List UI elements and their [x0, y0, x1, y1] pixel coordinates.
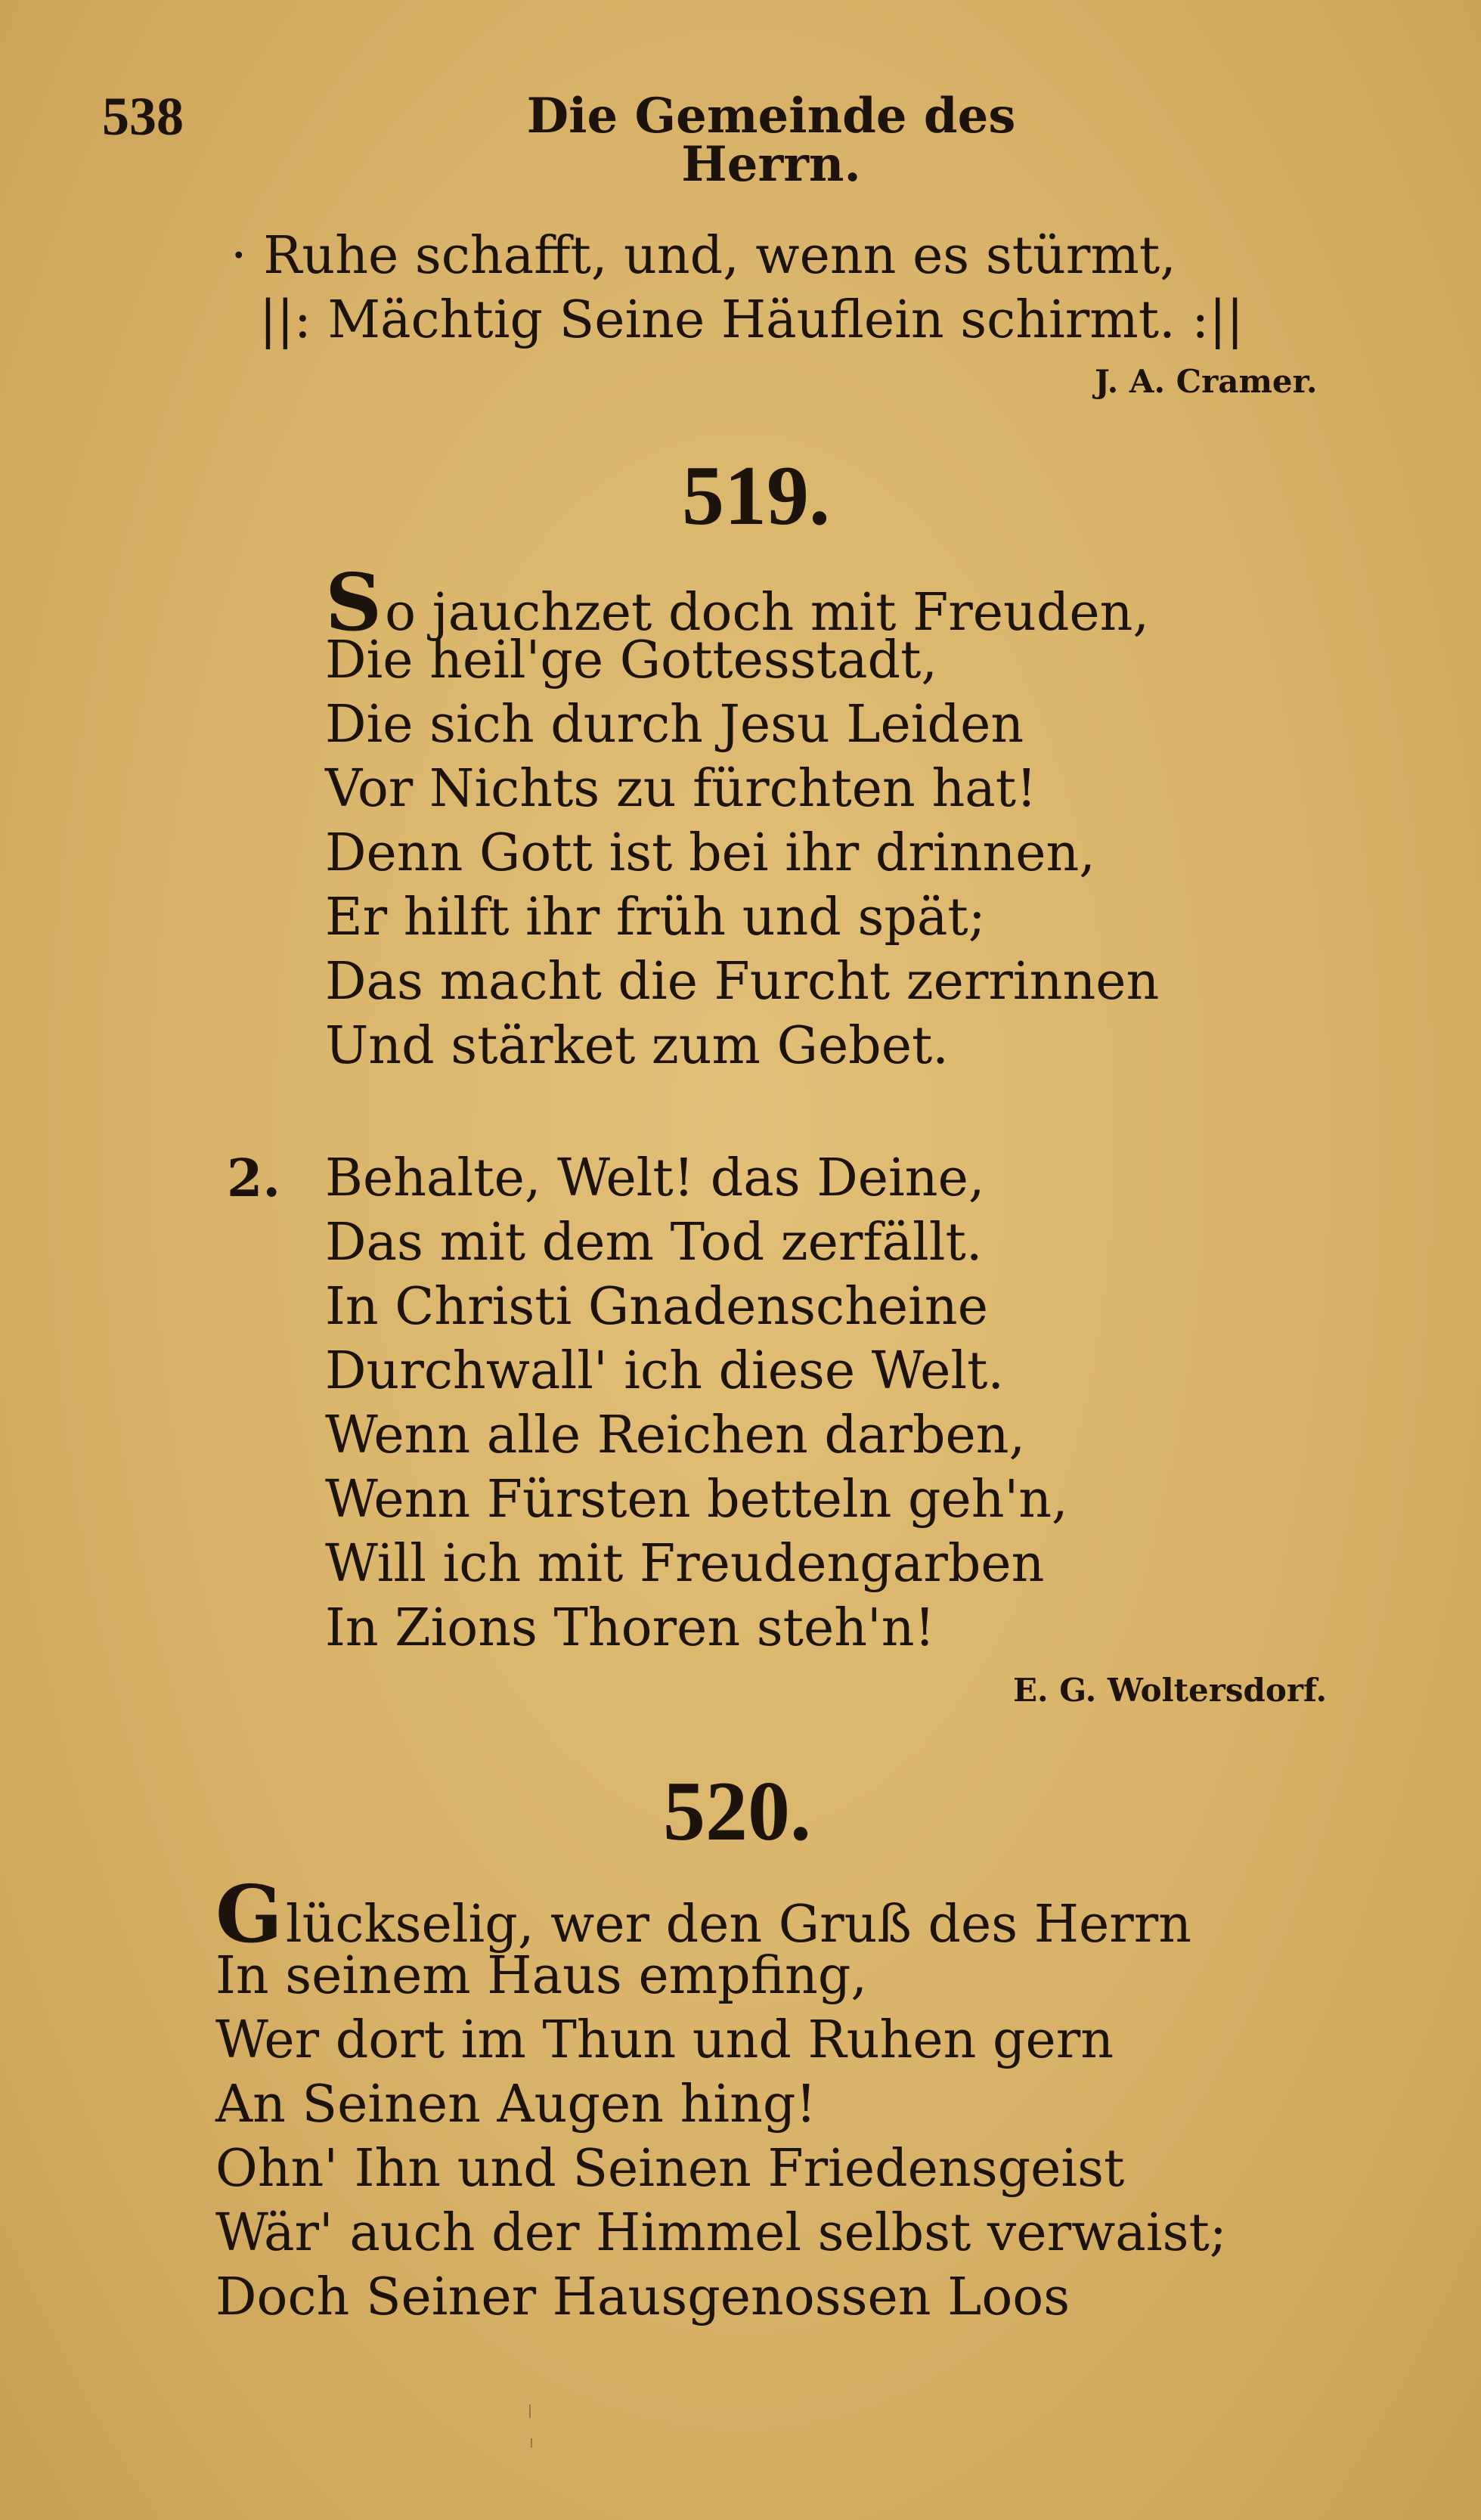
hymn-520-line: Ohn' Ihn und Seinen Friedensgeist	[215, 2139, 1125, 2199]
hymn-519-verse2-line: Durchwall' ich diese Welt.	[325, 1341, 1005, 1401]
hymn-520-line: An Seinen Augen hing!	[215, 2075, 816, 2134]
paper-speck	[531, 2438, 532, 2447]
hymn-519-verse2-line: In Zions Thoren steh'n!	[325, 1598, 935, 1658]
hymn-520-line: Wer dort im Thun und Ruhen gern	[215, 2010, 1114, 2070]
hymn-520-first-line	[215, 1868, 1192, 1961]
hymn-519-dropcap: S	[325, 556, 383, 649]
hymn-number-519: 519.	[682, 449, 830, 543]
hymn-519-verse2-line: Behalte, Welt! das Deine,	[325, 1148, 985, 1208]
hymn-number-520: 520.	[663, 1765, 811, 1858]
hymn-520-line: In seinem Haus empfing,	[215, 1946, 867, 2006]
hymn-519-line: Die sich durch Jesu Leiden	[325, 695, 1024, 755]
hymn-519-line: Vor Nichts zu fürchten hat!	[325, 759, 1037, 819]
paper-speck	[529, 2404, 531, 2418]
hymn-519-verse2-line: In Christi Gnadenscheine	[325, 1277, 988, 1337]
previous-hymn-author: J. A. Cramer.	[1095, 363, 1318, 400]
verse-number: 2.	[227, 1148, 280, 1209]
hymn-519-first-line	[325, 556, 1150, 649]
hymn-519-first-line-text: o jauchzet doch mit Freuden,	[385, 583, 1150, 643]
hymn-519-author: E. G. Woltersdorf.	[1013, 1672, 1328, 1709]
previous-hymn-line: · Ruhe schafft, und, wenn es stürmt,	[231, 226, 1176, 286]
hymn-519-line: Und stärket zum Gebet.	[325, 1016, 949, 1076]
page-number: 538	[102, 86, 184, 147]
hymn-520-line: Wär' auch der Himmel selbst verwaist;	[215, 2203, 1227, 2263]
hymn-519-verse2-line: Will ich mit Freudengarben	[325, 1534, 1045, 1594]
hymn-520-line: Doch Seiner Hausgenossen Loos	[215, 2267, 1070, 2327]
hymn-519-verse2-line: Wenn Fürsten betteln geh'n,	[325, 1470, 1068, 1530]
hymn-520-first-line-text: lückselig, wer den Gruß des Herrn	[285, 1895, 1192, 1954]
hymn-520-dropcap: G	[215, 1868, 283, 1961]
hymn-519-line: Die heil'ge Gottesstadt,	[325, 631, 938, 690]
hymn-519-line: Denn Gott ist bei ihr drinnen,	[325, 823, 1095, 883]
hymn-519-line: Er hilft ihr früh und spät;	[325, 888, 986, 947]
hymn-519-line: Das macht die Furcht zerrinnen	[325, 952, 1160, 1012]
hymn-519-verse2-line: Das mit dem Tod zerfällt.	[325, 1213, 983, 1272]
previous-hymn-line: ||: Mächtig Seine Häuflein schirmt. :||	[259, 290, 1244, 350]
hymn-519-verse2-line: Wenn alle Reichen darben,	[325, 1406, 1026, 1465]
running-head: Die Gemeinde des Herrn.	[526, 88, 1016, 193]
